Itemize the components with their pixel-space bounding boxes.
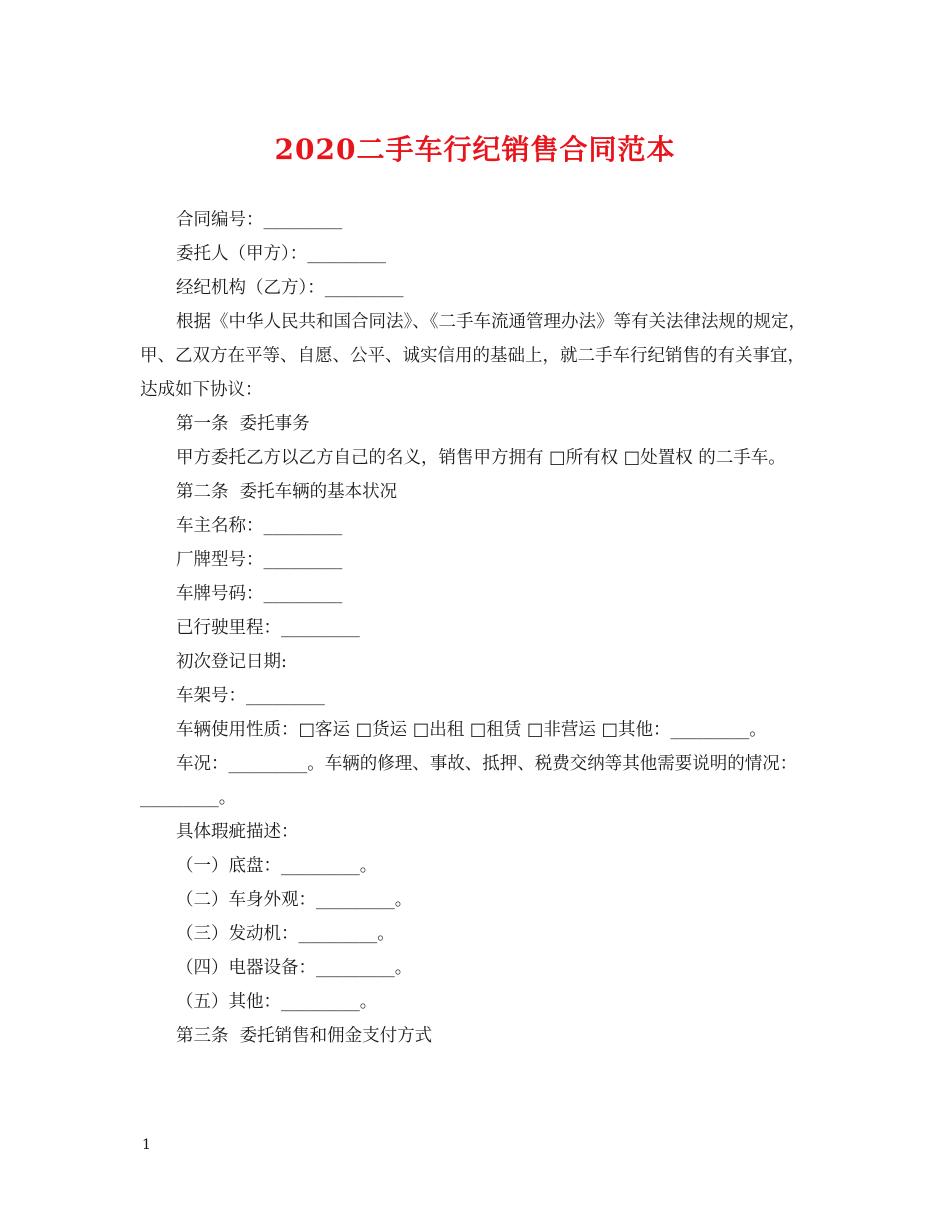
document-body — [140, 203, 810, 1053]
vehicle-condition-paragraph: 车况：_________。车辆的修理、事故、抵押、税费交纳等其他需要说明的情况：_________。 — [140, 754, 798, 808]
vin-field: 车架号：_________ — [176, 686, 325, 706]
agency-party-field: 经纪机构（乙方）：_________ — [176, 278, 404, 298]
defect-electrical-field: （四）电器设备：_________。 — [176, 958, 413, 978]
principal-party-field: 委托人（甲方）：_________ — [176, 244, 386, 264]
defect-body-field: （二）车身外观：_________。 — [176, 890, 413, 910]
usage-nature-field: 车辆使用性质：□客运 □货运 □出租 □租赁 □非营运 □其他：_________。 — [176, 720, 767, 740]
contract-number-field: 合同编号：_________ — [176, 210, 343, 230]
mileage-field: 已行驶里程：_________ — [176, 618, 360, 638]
brand-model-field: 厂牌型号：_________ — [176, 550, 343, 570]
article-1-heading: 第一条 委托事务 — [176, 414, 310, 434]
article-1-body: 甲方委托乙方以乙方自己的名义，销售甲方拥有 □所有权 □处置权 的二手车。 — [176, 448, 786, 468]
first-registration-date-field: 初次登记日期: — [176, 652, 287, 672]
article-2-heading: 第二条 委托车辆的基本状况 — [176, 482, 398, 502]
page-number: 1 — [142, 1137, 151, 1153]
defect-other-field: （五）其他：_________。 — [176, 992, 378, 1012]
article-3-heading: 第三条 委托销售和佣金支付方式 — [176, 1026, 433, 1046]
plate-number-field: 车牌号码：_________ — [176, 584, 343, 604]
preamble-paragraph: 根据《中华人民共和国合同法》、《二手车流通管理办法》等有关法律法规的规定，甲、乙双方在平等、自愿、公平、诚实信用的基础上，就二手车行纪销售的有关事宜，达成如下协议： — [140, 312, 806, 400]
owner-name-field: 车主名称：_________ — [176, 516, 343, 536]
document-title: 2020二手车行纪销售合同范本 — [274, 133, 676, 166]
defect-description-heading: 具体瑕疵描述： — [176, 822, 299, 842]
defect-chassis-field: （一）底盘：_________。 — [176, 856, 378, 876]
defect-engine-field: （三）发动机：_________。 — [176, 924, 395, 944]
